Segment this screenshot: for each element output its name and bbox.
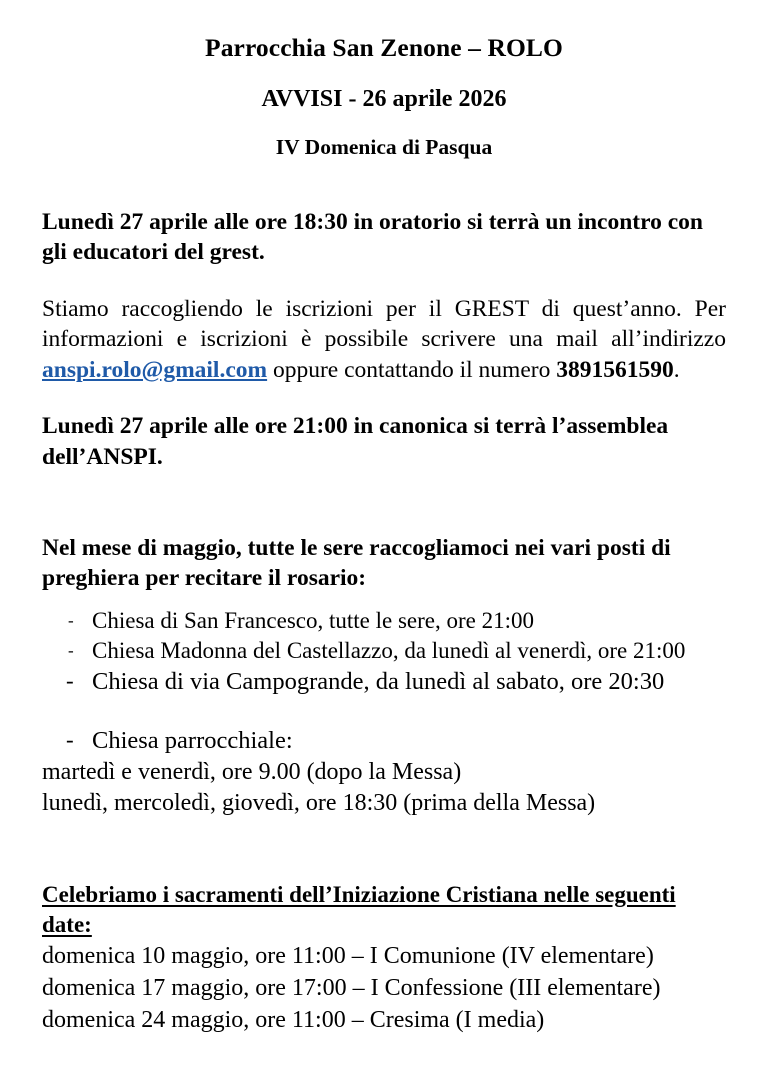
sacrament-date-line: domenica 17 maggio, ore 17:00 – I Confessione (III elementare) bbox=[42, 974, 661, 1001]
dash-bullet-icon: - bbox=[66, 726, 74, 752]
sacrament-date-line: domenica 24 maggio, ore 11:00 – Cresima (I media) bbox=[42, 1007, 545, 1033]
dash-bullet-icon: - bbox=[66, 668, 74, 694]
grest-text-after: . bbox=[673, 356, 680, 383]
grest-text-between: oppure contattando il numero bbox=[267, 356, 557, 383]
notice-title: AVVISI - 26 aprile 2026 bbox=[261, 86, 507, 113]
rosary-heading: Nel mese di maggio, tutte le sere raccogliamoci nei vari posti di preghiera per recitare il rosario: bbox=[42, 534, 671, 592]
document-body bbox=[42, 0, 726, 1036]
list-item-label: Chiesa di via Campogrande, da lunedì al sabato, ore 20:30 bbox=[92, 668, 665, 696]
sacrament-date-line: domenica 10 maggio, ore 11:00 – I Comunione (IV elementare) bbox=[42, 942, 654, 969]
liturgical-day-subtitle: IV Domenica di Pasqua bbox=[275, 135, 493, 160]
list-item bbox=[42, 666, 726, 698]
email-link[interactable]: anspi.rolo@gmail.com bbox=[42, 356, 268, 383]
list-item-label: Chiesa di San Francesco, tutte le sere, ore 21:00 bbox=[92, 607, 534, 633]
rosary-places-list bbox=[42, 606, 726, 699]
announcement-anspi-assembly: Lunedì 27 aprile alle ore 21:00 in canonica si terrà l’assemblea dell’ANSPI. bbox=[42, 413, 669, 471]
parish-church-schedule-line: martedì e venerdì, ore 9.00 (dopo la Messa) bbox=[42, 758, 462, 785]
page-title: Parrocchia San Zenone – ROLO bbox=[205, 33, 563, 62]
list-item bbox=[42, 636, 726, 666]
parish-church-label: Chiesa parrocchiale: bbox=[92, 726, 293, 754]
document-header bbox=[42, 0, 726, 161]
parish-church-item bbox=[42, 725, 726, 757]
phone-number: 3891561590 bbox=[556, 356, 674, 383]
dash-bullet-icon: - bbox=[68, 610, 74, 630]
spacer bbox=[42, 268, 726, 294]
parish-church-schedule-line: lunedì, mercoledì, giovedì, ore 18:30 (prima della Messa) bbox=[42, 790, 596, 817]
spacer bbox=[42, 594, 726, 606]
dash-bullet-icon: - bbox=[68, 641, 74, 661]
spacer bbox=[42, 820, 726, 880]
spacer bbox=[42, 385, 726, 411]
spacer bbox=[42, 161, 726, 207]
sacraments-heading bbox=[42, 880, 726, 940]
announcement-educators-meeting: Lunedì 27 aprile alle ore 18:30 in oratorio si terrà un incontro con gli educatori del grest. bbox=[42, 208, 704, 266]
sacraments-heading-label: Celebriamo i sacramenti dell’Iniziazione Cristiana nelle seguenti date: bbox=[42, 881, 676, 937]
spacer bbox=[42, 699, 726, 725]
spacer bbox=[42, 473, 726, 533]
grest-text-before-email: Stiamo raccogliendo le iscrizioni per il GREST di quest’anno. Per informazioni e iscrizioni è possibile scrivere una mail all’indirizzo bbox=[42, 295, 726, 353]
grest-registration-paragraph bbox=[42, 294, 726, 386]
list-item-label: Chiesa Madonna del Castellazzo, da lunedì al venerdì, ore 21:00 bbox=[92, 638, 686, 664]
list-item bbox=[42, 606, 726, 636]
